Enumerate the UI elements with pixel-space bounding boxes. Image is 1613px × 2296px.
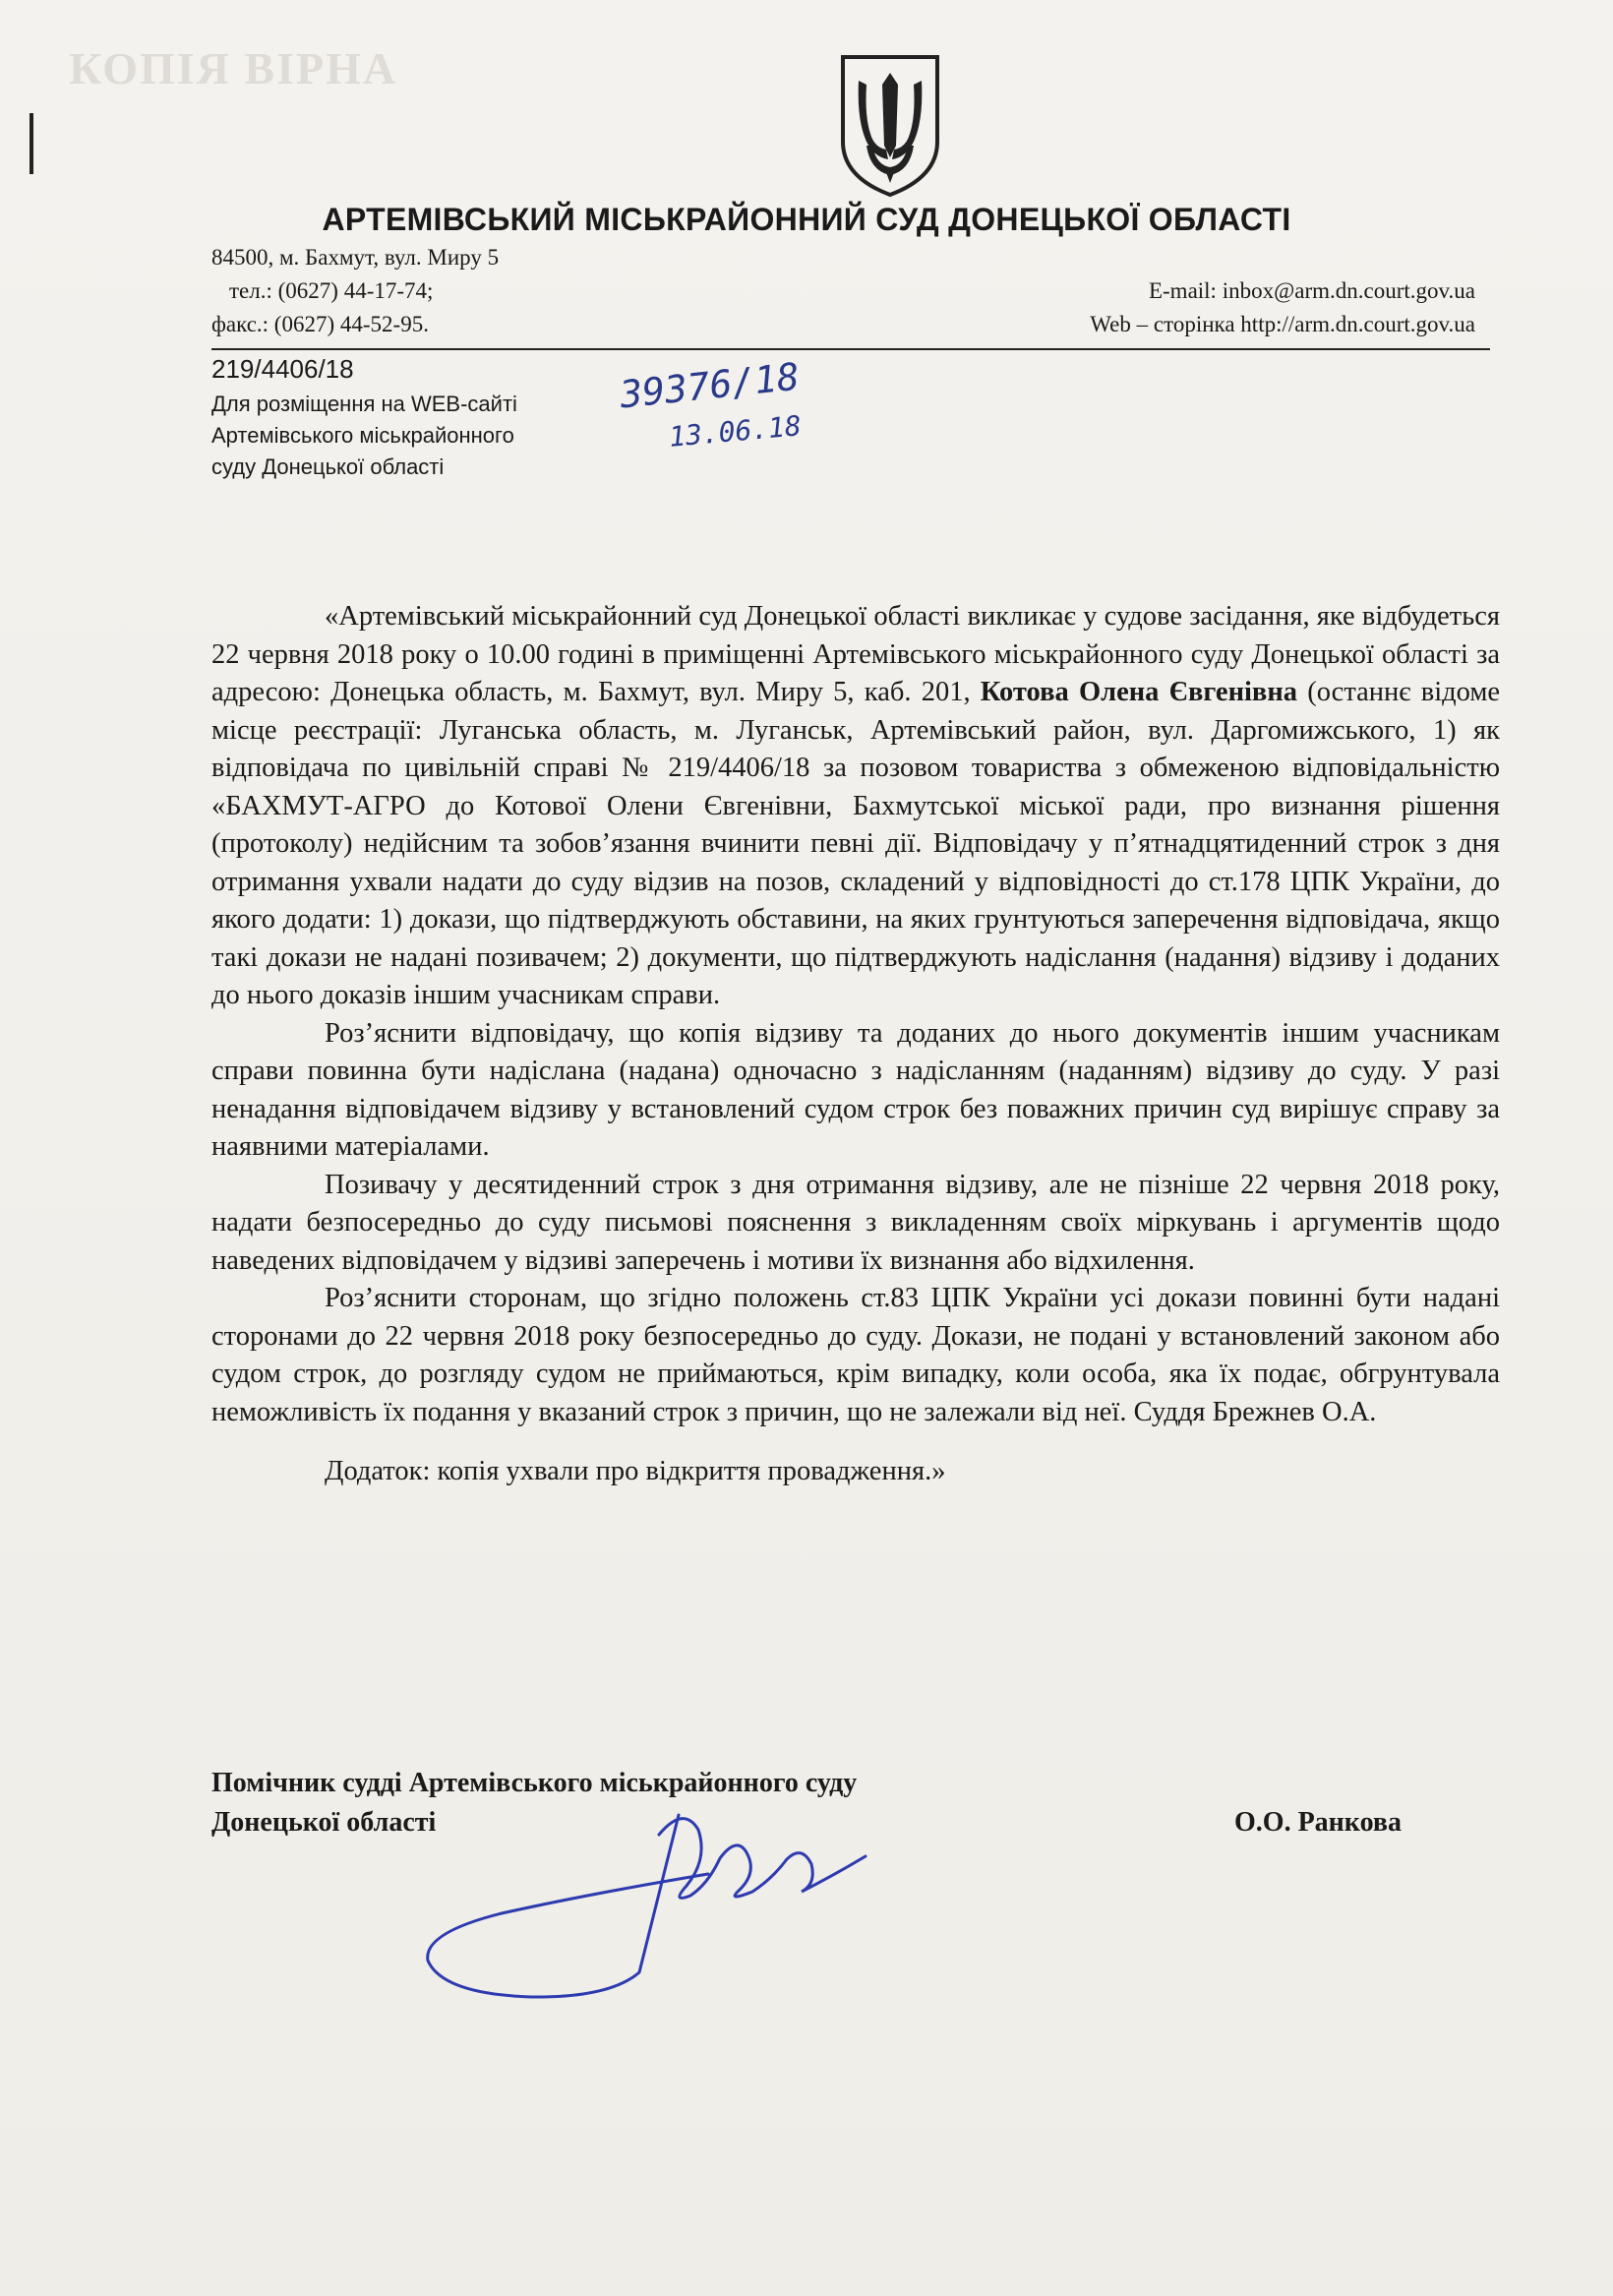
paragraph-evidence: Роз’яснити сторонам, що згідно положень ст.83 ЦПК України усі докази повинні бути надані сторонами до 22 червня 2018 року безпосередньо до суду. Докази, не подані у встановлений законом або судом строк, до розгляду судом не приймаються, крім випадку, коли особа, яка їх подає, обгрунтувала неможливість їх подання у вказаний строк з причин, що не залежали від неї. Суддя Брежнев О.А. — [211, 1283, 1500, 1427]
summons-text-end: (останнє відоме місце реєстрації: Луганська область, м. Луганськ, Артемівський район, вул. Даргомижського, 1) як відповідача по цивільній справі № 219/4406/18 за позовом товариства з обмеженою відповідальністю «БАХМУТ-АГРО до Котової Олени Євгенівни, Бахмутської міської ради, про визнання рішення (протоколу) недійсним та зобов’язання вчинити певні дії. Відповідачу у п’ятнадцятиденний строк з дня отримання ухвали надати до суду відзив на позов, складений у відповідності до ст.178 ЦПК України, до якого додати: 1) докази, що підтверджують обставини, на яких грунтуються заперечення відповідача, якщо такі докази не надані позивачем; 2) документи, що підтверджують надіслання (надання) відзиву і доданих до нього доказів іншим учасникам справи. — [211, 677, 1501, 1010]
handwritten-signature — [413, 1776, 1003, 2002]
court-contacts-right — [1090, 274, 1475, 341]
header-divider — [211, 348, 1490, 350]
court-address: 84500, м. Бахмут, вул. Миру 5 — [211, 245, 500, 270]
paragraph-plaintiff: Позивачу у десятиденний строк з дня отримання відзиву, але не пізніше 22 червня 2018 року, надати безпосередньо до суду письмові пояснення з викладенням своїх міркувань і аргументів щодо наведених відповідачем у відзиві заперечень і мотиви їх визнання або відхилення. — [211, 1169, 1500, 1276]
court-contacts-left — [211, 241, 499, 341]
court-title: АРТЕМІВСЬКИЙ МІСЬКРАЙОННИЙ СУД ДОНЕЦЬКОЇ ОБЛАСТІ — [322, 202, 1291, 237]
court-phone: тел.: (0627) 44-17-74; — [229, 278, 434, 303]
destination-line: Артемівського міськрайонного — [211, 423, 514, 448]
addendum: Додаток: копія ухвали про відкриття провадження.» — [325, 1456, 946, 1486]
destination-block — [211, 389, 517, 483]
signatory-name: О.О. Ранкова — [1234, 1807, 1402, 1838]
destination-line: Для розміщення на WEB-сайті — [211, 392, 517, 416]
signatory-position-line2: Донецької області — [211, 1807, 437, 1838]
handwritten-date: 13.06.18 — [667, 409, 804, 453]
bleed-through-stamp: КОПІЯ ВІРНА — [69, 43, 398, 93]
handwritten-reg-number: 39376/18 — [618, 354, 802, 417]
case-number: 219/4406/18 — [211, 354, 354, 384]
court-fax: факс.: (0627) 44-52-95. — [211, 312, 429, 336]
paragraph-explanation-defendant: Роз’яснити відповідачу, що копія відзиву та доданих до нього документів іншим учасникам справи повинна бути надіслана (надана) одночасно з надісланням (наданням) відзиву до суду. У разі ненадання відповідачем відзиву у встановлений судом строк без поважних причин суд вирішує справу за наявними матеріалами. — [211, 1017, 1500, 1162]
paragraph-summons — [211, 598, 1500, 1015]
coat-of-arms-icon — [831, 51, 949, 199]
court-email: E-mail: inbox@arm.dn.court.gov.ua — [1148, 278, 1475, 303]
notice-body — [211, 598, 1500, 1491]
summons-text-start: «Артемівський міськрайонний суд Донецької області викликає у судове засідання, яке відбудеться 22 червня 2018 року о 10.00 годині в приміщенні Артемівського міськрайонного суду Донецької області за адресою: Донецька область, м. Бахмут, вул. Миру 5, каб. 201, — [211, 601, 1500, 707]
margin-mark — [30, 113, 33, 174]
defendant-name: Котова Олена Євгенівна — [980, 677, 1297, 707]
court-website: Web – сторінка http://arm.dn.court.gov.ua — [1090, 312, 1475, 336]
signatory-position: Помічник судді Артемівського міськрайонного суду — [211, 1768, 858, 1798]
destination-line: суду Донецької області — [211, 454, 445, 479]
